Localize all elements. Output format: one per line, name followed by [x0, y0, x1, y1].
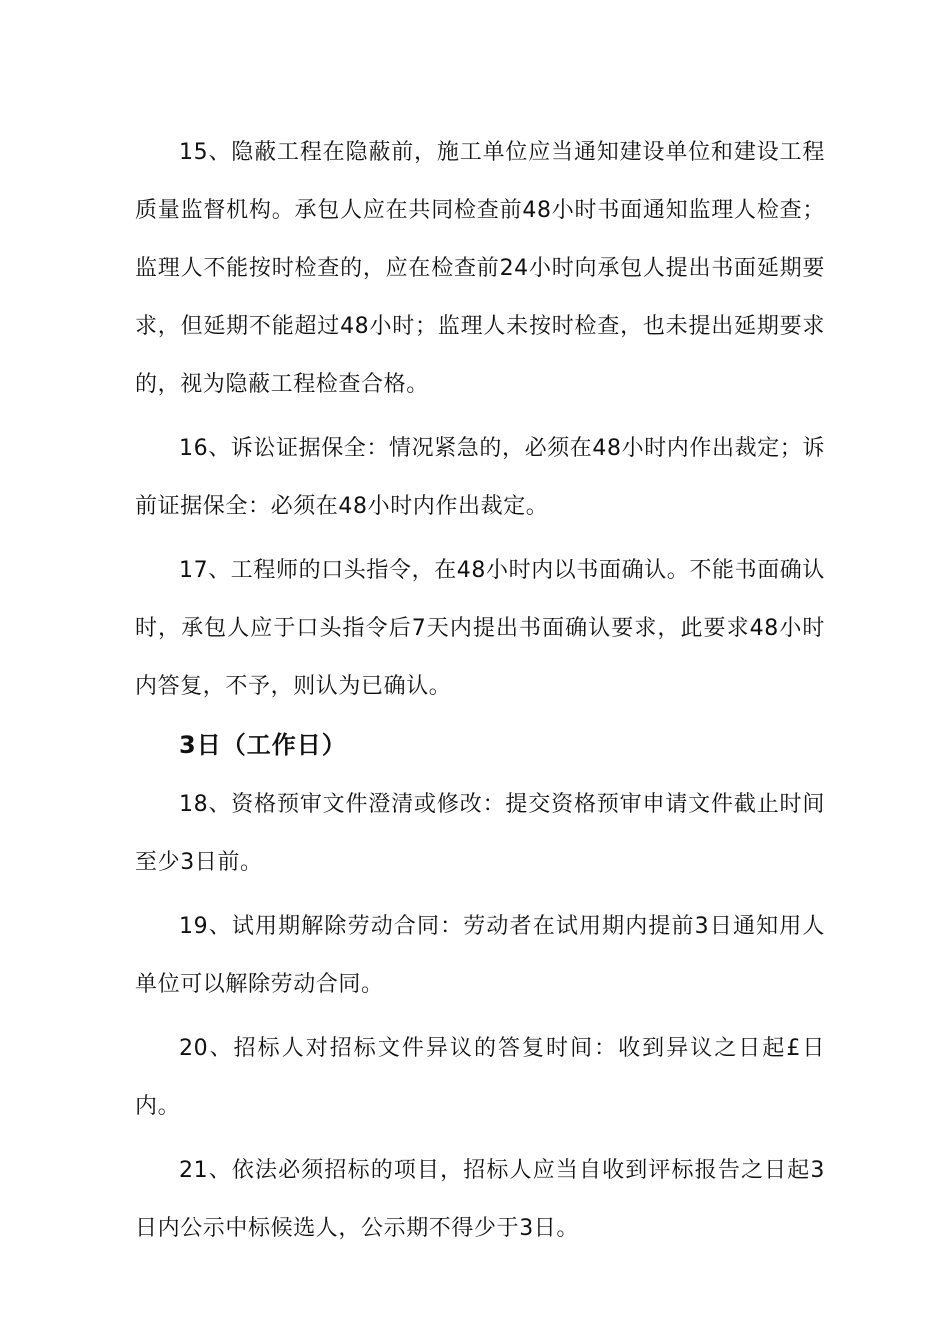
- paragraph-21: 21、依法必须招标的项目，招标人应当自收到评标报告之日起3日内公示中标候选人，公示期不得少于3日。: [135, 1158, 825, 1241]
- paragraph-20: 20、招标人对招标文件异议的答复时间：收到异议之日起£日内。: [135, 1036, 825, 1119]
- section-heading: 3日（工作日）: [179, 731, 347, 759]
- paragraph-18: 18、资格预审文件澄清或修改：提交资格预审申请文件截止时间至少3日前。: [135, 792, 825, 875]
- document-body: [135, 124, 825, 1258]
- paragraph-16: 16、诉讼证据保全：情况紧急的，必须在48小时内作出裁定；诉前证据保全：必须在48小时内作出裁定。: [135, 436, 825, 519]
- paragraph-17: 17、工程师的口头指令，在48小时内以书面确认。不能书面确认时，承包人应于口头指令后7天内提出书面确认要求，此要求48小时内答复，不予，则认为已确认。: [135, 558, 825, 699]
- paragraph-19: 19、试用期解除劳动合同：劳动者在试用期内提前3日通知用人单位可以解除劳动合同。: [135, 914, 825, 997]
- paragraph-15: 15、隐蔽工程在隐蔽前，施工单位应当通知建设单位和建设工程质量监督机构。承包人应在共同检查前48小时书面通知监理人检查；监理人不能按时检查的，应在检查前24小时向承包人提出书面延期要求，但延期不能超过48小时；监理人未按时检查，也未提出延期要求的，视为隐蔽工程检查合格。: [135, 140, 825, 397]
